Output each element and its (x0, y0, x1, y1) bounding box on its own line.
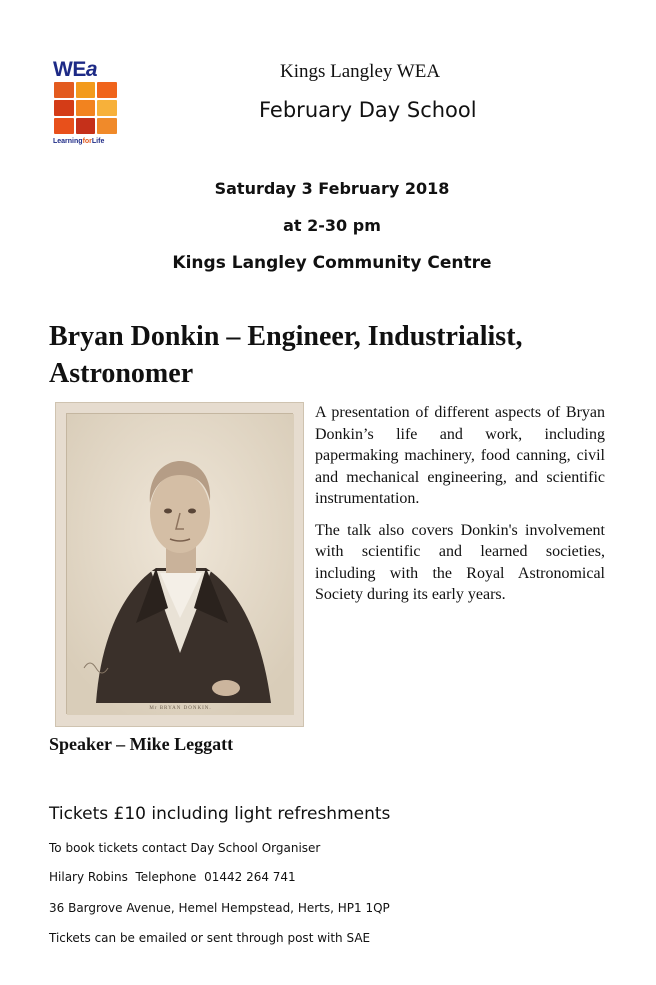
event-time: at 2-30 pm (283, 216, 381, 235)
portrait-drawing (56, 403, 304, 727)
description-paragraph: The talk also covers Donkin's involvement with scientific and learned societies, including with the Royal Astronomical Society during its early years. (315, 521, 605, 603)
event-title: February Day School (259, 98, 477, 122)
contact-phone-label: Telephone (135, 870, 197, 884)
delivery-note: Tickets can be emailed or sent through post with SAE (49, 931, 371, 945)
logo-tagline: LearningforLife (53, 138, 105, 145)
portrait-caption: Mr BRYAN DONKIN. (149, 706, 212, 711)
talk-title: Bryan Donkin – Engineer, Industrialist, Astronomer (49, 321, 523, 389)
event-date: Saturday 3 February 2018 (214, 179, 450, 198)
ticket-price: Tickets £10 including light refreshments (49, 804, 391, 824)
contact-phone: 01442 264 741 (204, 870, 296, 884)
contact-address: 36 Bargrove Avenue, Hemel Hempstead, Herts, HP1 1QP (49, 901, 390, 915)
speaker-line: Speaker – Mike Leggatt (49, 734, 234, 754)
talk-description (315, 402, 605, 616)
organisation-name: Kings Langley WEA (280, 61, 441, 82)
contact-details (49, 870, 296, 884)
event-venue: Kings Langley Community Centre (172, 253, 492, 273)
portrait-image (55, 402, 304, 727)
logo-wordmark: WEa (53, 58, 98, 81)
booking-instruction: To book tickets contact Day School Organiser (49, 841, 321, 855)
contact-name: Hilary Robins (49, 870, 128, 884)
logo-mosaic (54, 82, 117, 134)
wea-logo (53, 58, 119, 150)
description-paragraph: A presentation of different aspects of Bryan Donkin’s life and work, including papermaking machinery, food canning, civil and mechanical engineering, and scientific instrumentation. (315, 404, 605, 507)
